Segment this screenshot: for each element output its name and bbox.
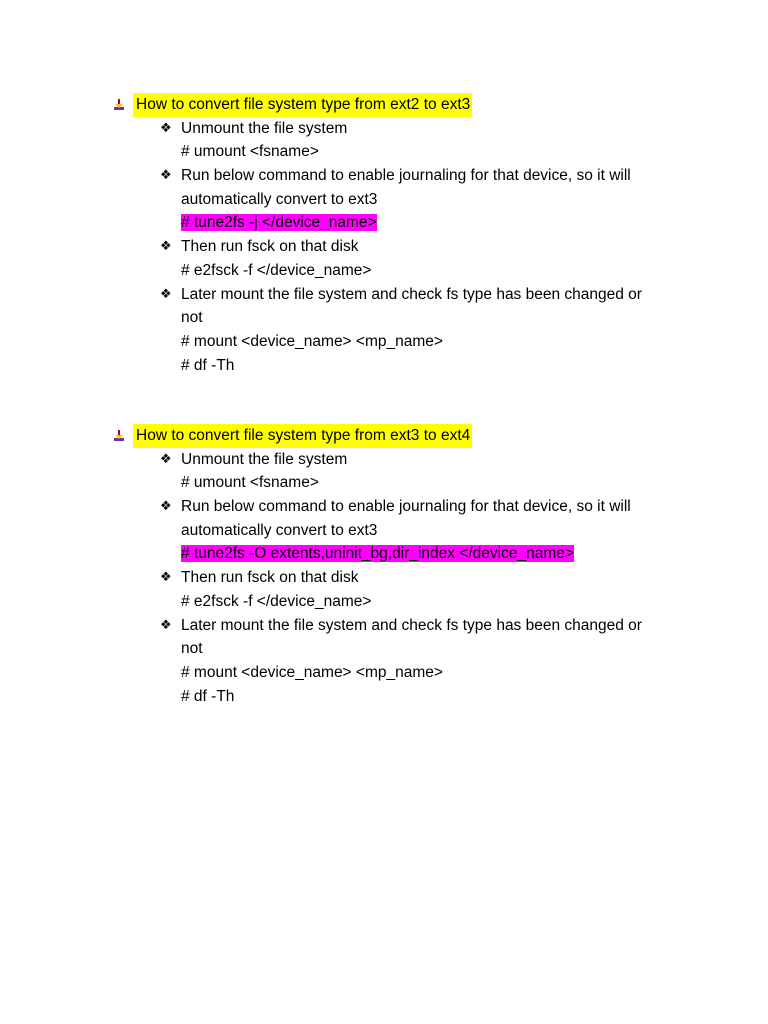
step-item — [112, 614, 661, 709]
highlighted-command: # tune2fs -O extents,uninit_bg,dir_index </device_name> — [181, 545, 574, 563]
step-text: Run below command to enable journaling for that device, so it will — [181, 167, 631, 185]
step-command-highlighted — [181, 211, 661, 235]
step-command: # df -Th — [181, 356, 235, 374]
step-command: # mount <device_name> <mp_name> — [181, 663, 443, 681]
step-text: automatically convert to ext3 — [181, 521, 378, 539]
step-command: # umount <fsname> — [181, 474, 319, 492]
step-item — [112, 117, 661, 164]
step-command: # e2fsck -f </device_name> — [181, 261, 372, 279]
steps-list — [112, 117, 712, 378]
step-item — [112, 495, 661, 566]
arrow-down-icon — [112, 98, 126, 112]
step-item — [112, 283, 661, 378]
step-command: # mount <device_name> <mp_name> — [181, 332, 443, 350]
step-text: Later mount the file system and check fs type has been changed or — [181, 616, 642, 634]
step-text: automatically convert to ext3 — [181, 190, 378, 208]
section-heading — [112, 93, 712, 117]
diamond-bullet-icon: ❖ — [160, 570, 172, 586]
section-heading-text: How to convert file system type from ext3 to ext4 — [133, 424, 472, 448]
diamond-bullet-icon: ❖ — [160, 239, 172, 255]
diamond-bullet-icon: ❖ — [160, 168, 172, 184]
highlighted-command: # tune2fs -j </device_name> — [181, 214, 377, 232]
diamond-bullet-icon: ❖ — [160, 451, 172, 467]
step-text: Later mount the file system and check fs type has been changed or — [181, 285, 642, 303]
step-command: # df -Th — [181, 687, 235, 705]
steps-list — [112, 448, 712, 709]
step-text: Then run fsck on that disk — [181, 569, 359, 587]
section-ext2-to-ext3 — [112, 93, 712, 377]
step-item — [112, 164, 661, 235]
step-text: Run below command to enable journaling for that device, so it will — [181, 498, 631, 516]
step-item — [112, 566, 661, 613]
diamond-bullet-icon: ❖ — [160, 499, 172, 515]
diamond-bullet-icon: ❖ — [160, 120, 172, 136]
section-ext3-to-ext4 — [112, 424, 712, 708]
arrow-down-icon — [112, 429, 126, 443]
section-heading-text: How to convert file system type from ext2 to ext3 — [133, 93, 472, 117]
step-item — [112, 235, 661, 282]
step-text: Unmount the file system — [181, 450, 348, 468]
section-heading — [112, 424, 712, 448]
step-text: Unmount the file system — [181, 119, 348, 137]
diamond-bullet-icon: ❖ — [160, 617, 172, 633]
step-text: not — [181, 640, 203, 658]
step-command: # e2fsck -f </device_name> — [181, 592, 372, 610]
step-text: not — [181, 309, 203, 327]
step-command: # umount <fsname> — [181, 143, 319, 161]
step-text: Then run fsck on that disk — [181, 238, 359, 256]
diamond-bullet-icon: ❖ — [160, 286, 172, 302]
step-command-highlighted — [181, 542, 661, 566]
step-item — [112, 448, 661, 495]
